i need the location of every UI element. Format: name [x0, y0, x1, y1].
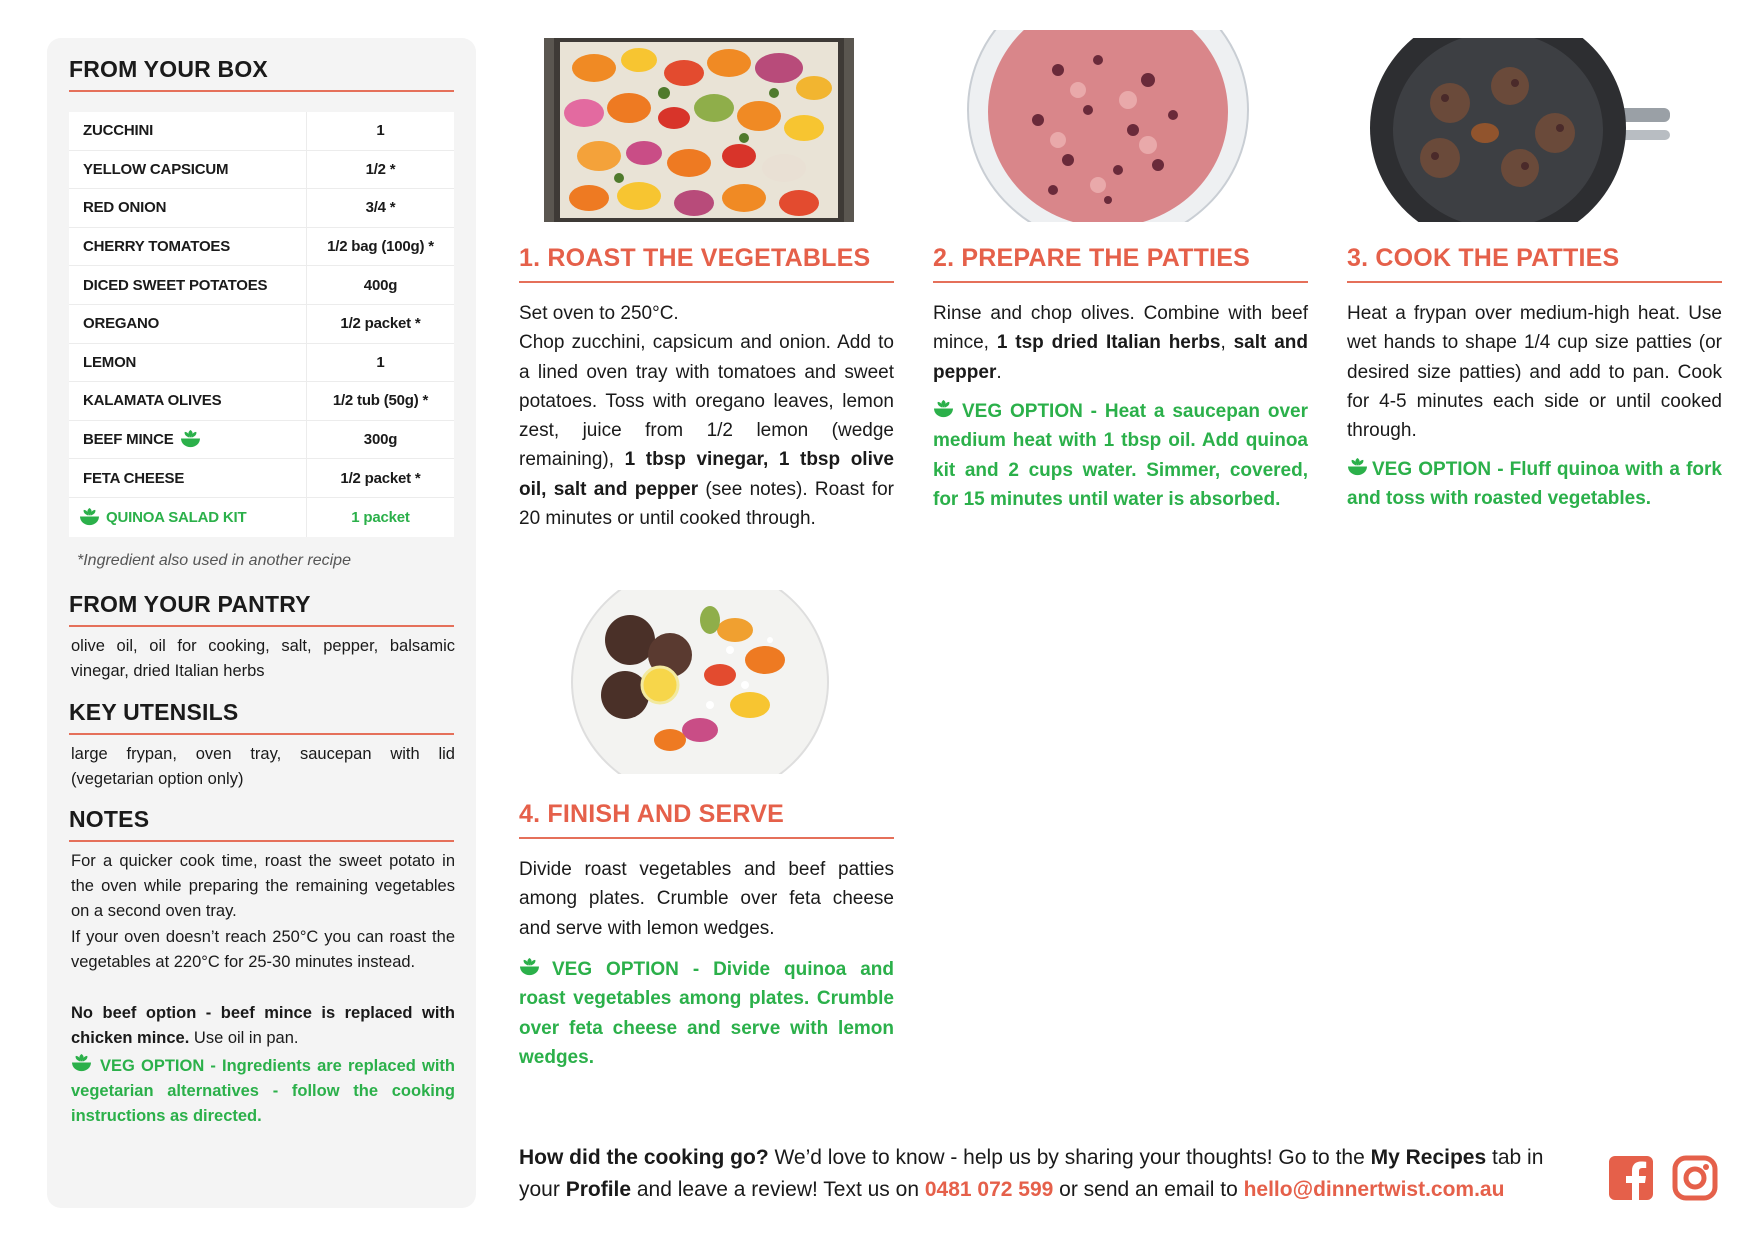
step-1-line1: Set oven to 250°C. — [519, 303, 679, 324]
table-row — [69, 151, 454, 190]
notes-p2: If your oven doesn’t reach 250°C you can roast the vegetables at 220°C for 25-30 minutes instead. — [71, 928, 455, 971]
ingredient-name: DICED SWEET POTATOES — [69, 266, 307, 304]
ingredient-name: FETA CHEESE — [69, 459, 307, 497]
instagram-icon[interactable] — [1672, 1155, 1718, 1201]
step-4-veg-text: VEG OPTION - Divide quinoa and roast vegetables among plates. Crumble over feta cheese and serve with lemon wedges. — [519, 959, 894, 1068]
step-2-text-c: . — [996, 361, 1002, 383]
table-row — [69, 344, 454, 383]
step-3-veg-text: VEG OPTION - Fluff quinoa with a fork and toss with roasted vegetables. — [1347, 459, 1722, 510]
review-text-b: tab in your — [519, 1146, 1544, 1201]
step-3-text: Heat a frypan over medium-high heat. Use wet hands to shape 1/4 cup size patties (or desired size patties) and add to pan. Cook for 4-5 minutes each side or until cooked through. — [1347, 303, 1722, 442]
step-2-veg-text: VEG OPTION - Heat a saucepan over medium heat with 1 tbsp oil. Add quinoa kit and 2 cups water. Simmer, covered, for 15 minutes until water is absorbed. — [933, 401, 1308, 510]
table-row — [69, 189, 454, 228]
table-row — [69, 305, 454, 344]
step-2-title: 2. PREPARE THE PATTIES — [933, 244, 1308, 283]
ingredient-name-cell — [69, 498, 307, 537]
notes-p3 — [71, 1001, 455, 1051]
step-2-text-b: , — [1220, 332, 1234, 354]
table-row — [69, 228, 454, 267]
review-question: How did the cooking go? — [519, 1146, 769, 1169]
ingredient-qty: 300g — [363, 431, 398, 449]
ingredient-name: RED ONION — [69, 189, 307, 227]
ingredients-panel — [47, 38, 476, 1208]
salad-bowl-icon — [79, 508, 100, 527]
step-2-bold-b: salt and pepper — [933, 332, 1308, 383]
step-4-text: Divide roast vegetables and beef patties among plates. Crumble over feta cheese and serve with lemon wedges. — [519, 859, 894, 939]
phone-link[interactable]: 0481 072 599 — [924, 1178, 1054, 1201]
review-prompt — [519, 1142, 1579, 1206]
step-4-title: 4. FINISH AND SERVE — [519, 800, 894, 839]
notes-p3-rest: Use oil in pan. — [189, 1029, 299, 1047]
notes-heading: NOTES — [69, 806, 454, 842]
ingredient-name: CHERRY TOMATOES — [69, 228, 307, 266]
profile-link[interactable]: Profile — [565, 1178, 632, 1201]
roasted-vegetables-photo — [544, 38, 854, 222]
utensils-heading: KEY UTENSILS — [69, 699, 454, 735]
ingredient-qty: 1/2 bag (100g) * — [327, 238, 434, 256]
step-4-veg-option — [519, 955, 894, 1072]
notes-p1: For a quicker cook time, roast the sweet potato in the oven while preparing the remaining vegetables on a second oven tray. — [71, 852, 455, 920]
beef-mince-bowl-photo — [958, 30, 1258, 222]
step-1-body — [519, 328, 894, 533]
plated-dish-photo — [570, 590, 830, 774]
table-row — [69, 421, 454, 460]
step-3-veg-option — [1347, 455, 1722, 514]
ingredient-name: BEEF MINCE — [83, 431, 174, 449]
step-1-text-b: (see notes). Roast for 20 minutes or until cooked through. — [519, 478, 894, 530]
footnote: *Ingredient also used in another recipe — [77, 552, 351, 569]
ingredient-name: LEMON — [69, 344, 307, 382]
salad-bowl-icon — [71, 1054, 92, 1073]
ingredient-qty: 3/4 * — [365, 199, 396, 217]
ingredient-qty: 1 packet — [351, 508, 410, 526]
step-2-bold-a: 1 tsp dried Italian herbs — [996, 332, 1221, 354]
step-2-text — [933, 299, 1308, 387]
step-2-text-a: Rinse and chop olives. Combine with beef mince, — [933, 303, 1308, 354]
ingredient-name: QUINOA SALAD KIT — [106, 508, 247, 526]
review-text-d: or send an email to — [1053, 1178, 1244, 1201]
ingredients-table — [69, 112, 454, 537]
pantry-text: olive oil, oil for cooking, salt, pepper, balsamic vinegar, dried Italian herbs — [71, 637, 455, 680]
ingredient-name-cell — [69, 421, 307, 459]
utensils-text: large frypan, oven tray, saucepan with lid (vegetarian option only) — [71, 745, 455, 788]
review-text-c: and leave a review! Text us on — [631, 1178, 925, 1201]
my-recipes-link[interactable]: My Recipes — [1370, 1146, 1487, 1169]
ingredient-name: ZUCCHINI — [69, 112, 307, 150]
table-row — [69, 112, 454, 151]
salad-bowl-icon — [933, 400, 954, 419]
ingredient-qty: 1/2 * — [365, 160, 396, 178]
email-link[interactable]: hello@dinnertwist.com.au — [1243, 1178, 1505, 1201]
salad-bowl-icon — [180, 430, 201, 449]
facebook-icon[interactable] — [1608, 1155, 1654, 1201]
review-text-a: We’d love to know - help us by sharing your thoughts! Go to the — [768, 1146, 1371, 1169]
table-row — [69, 382, 454, 421]
ingredient-qty: 1/2 packet * — [340, 469, 421, 487]
ingredient-qty: 400g — [363, 276, 398, 294]
step-3-title: 3. COOK THE PATTIES — [1347, 244, 1722, 283]
ingredient-qty: 1 — [376, 353, 385, 371]
table-row — [69, 498, 454, 537]
table-row — [69, 459, 454, 498]
ingredient-qty: 1 — [376, 122, 385, 140]
ingredient-name: YELLOW CAPSICUM — [69, 151, 307, 189]
patties-in-pan-photo — [1370, 38, 1670, 222]
salad-bowl-icon — [519, 958, 540, 977]
step-1-bold: 1 tbsp vinegar, 1 tbsp olive oil, salt and pepper — [519, 449, 894, 500]
notes-veg-text: VEG OPTION - Ingredients are replaced with vegetarian alternatives - follow the cooking instructions as directed. — [71, 1057, 455, 1125]
ingredient-name: OREGANO — [69, 305, 307, 343]
table-row — [69, 266, 454, 305]
step-1-text — [519, 299, 894, 533]
step-1-title: 1. ROAST THE VEGETABLES — [519, 244, 894, 283]
ingredient-qty: 1/2 tub (50g) * — [332, 392, 429, 410]
notes-veg-option — [71, 1054, 455, 1129]
step-2-veg-option — [933, 397, 1308, 514]
notes-p3-bold: No beef option - beef mince is replaced with chicken mince. — [71, 1004, 455, 1047]
from-your-box-heading: FROM YOUR BOX — [69, 56, 454, 92]
salad-bowl-icon — [1347, 458, 1368, 477]
step-1-text-a: Chop zucchini, capsicum and onion. Add to a lined oven tray with tomatoes and sweet potatoes. Toss with oregano leaves, lemon zest, juice from 1/2 lemon (wedge remaining), — [519, 332, 894, 471]
ingredient-name: KALAMATA OLIVES — [69, 382, 307, 420]
pantry-heading: FROM YOUR PANTRY — [69, 591, 454, 627]
ingredient-qty: 1/2 packet * — [340, 315, 421, 333]
